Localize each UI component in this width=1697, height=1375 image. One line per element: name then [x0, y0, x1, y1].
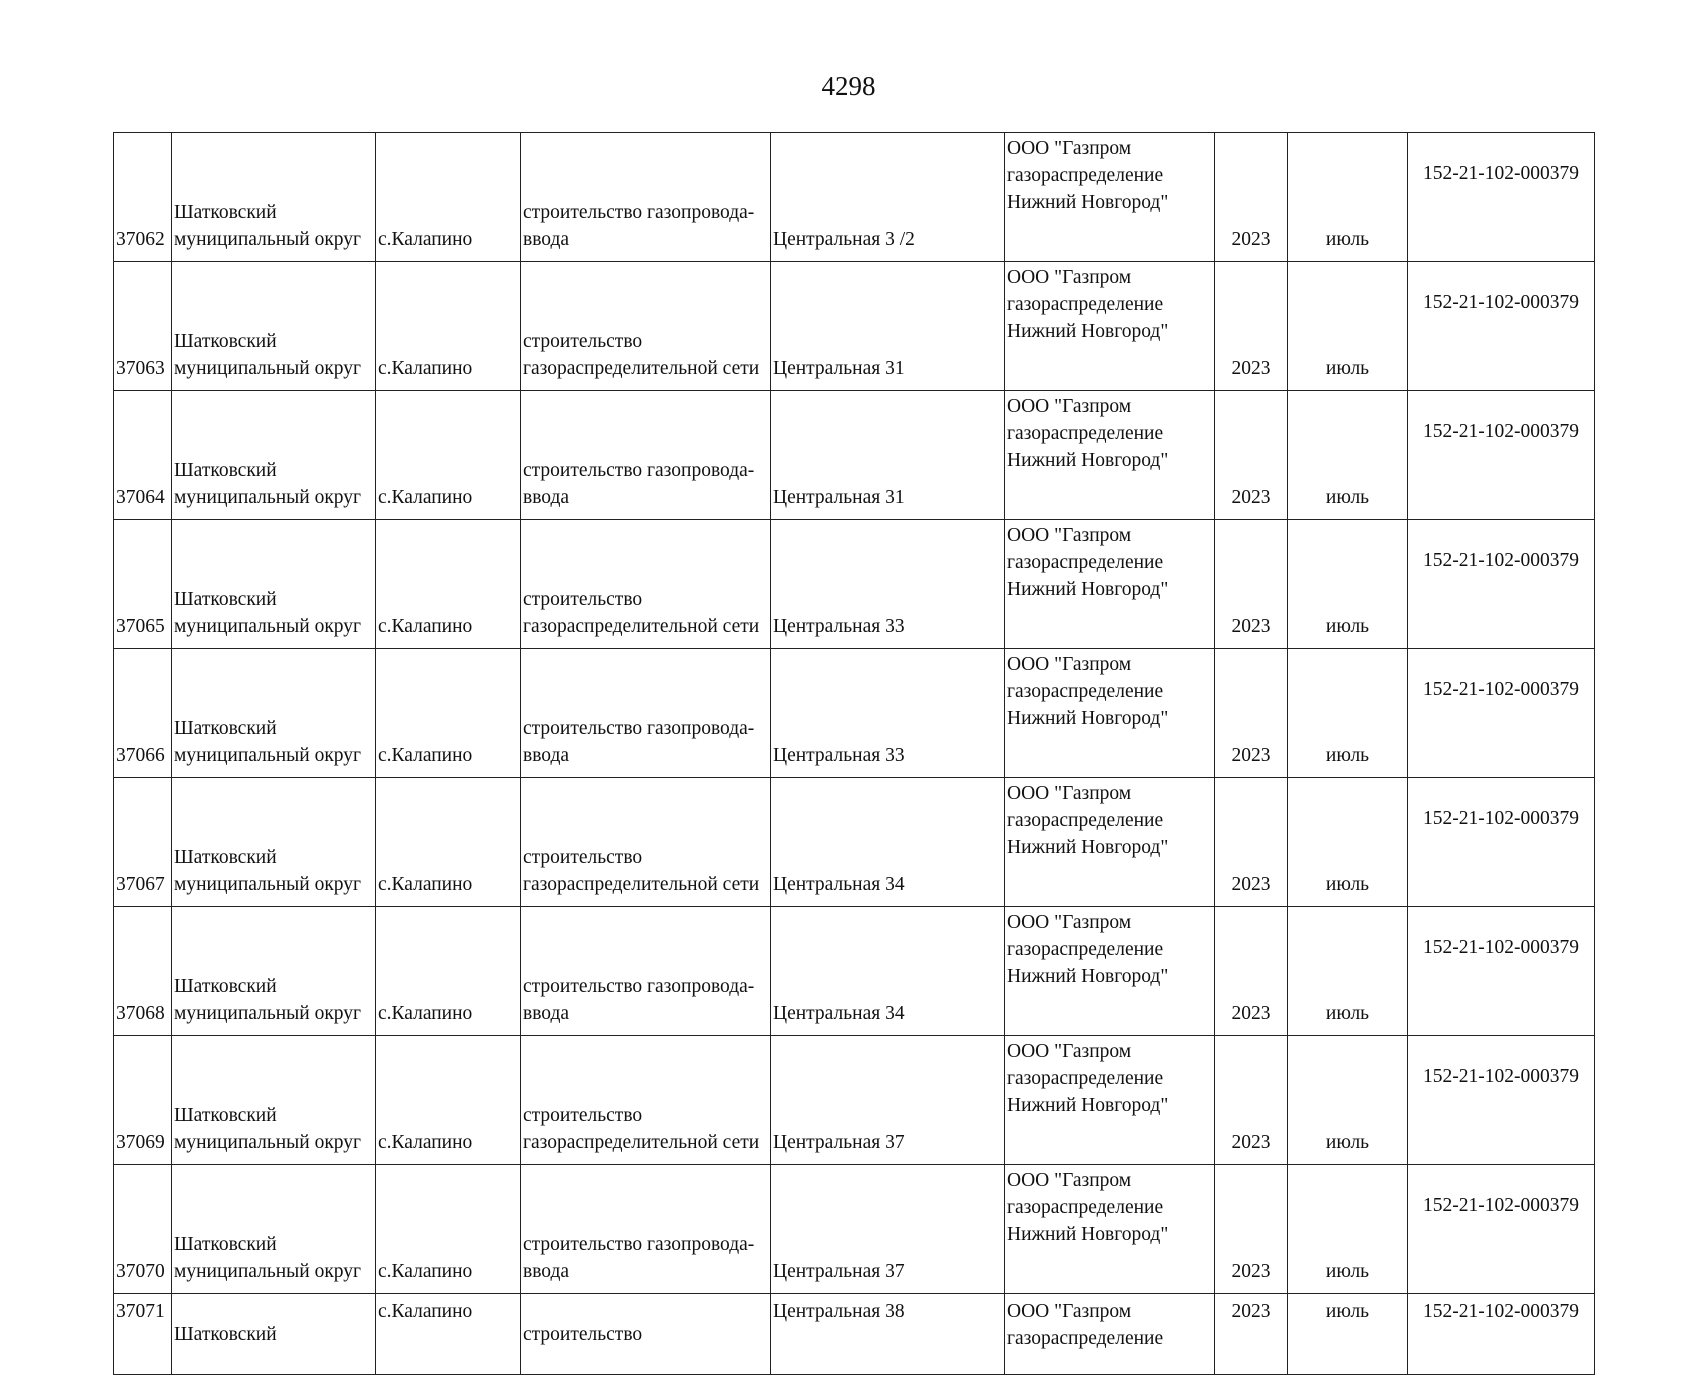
- cell-organization-line: газораспределение: [1007, 939, 1164, 960]
- registry-table: [113, 132, 1595, 1375]
- cell-work-type-line: строительство газопровода-: [523, 202, 755, 223]
- cell-number: 37062: [114, 133, 172, 262]
- cell-organization: [1005, 520, 1215, 649]
- cell-district-line: Шатковский: [174, 1324, 277, 1345]
- cell-village: с.Калапино: [376, 778, 521, 907]
- cell-organization: [1005, 1294, 1215, 1375]
- cell-work-type-line: ввода: [523, 745, 570, 766]
- cell-district: [172, 778, 376, 907]
- cell-organization-line: ООО "Газпром: [1007, 783, 1132, 804]
- cell-work-type-line: строительство газопровода-: [523, 460, 755, 481]
- cell-district-line: муниципальный округ: [174, 487, 362, 508]
- cell-code: 152-21-102-000379: [1408, 778, 1595, 907]
- cell-organization-line: ООО "Газпром: [1007, 1301, 1132, 1322]
- registry-body: [114, 133, 1595, 1375]
- cell-organization-line: ООО "Газпром: [1007, 138, 1132, 159]
- cell-work-type-line: строительство: [523, 847, 643, 868]
- cell-district-line: муниципальный округ: [174, 1132, 362, 1153]
- cell-organization-line: Нижний Новгород": [1007, 708, 1169, 729]
- cell-organization-line: Нижний Новгород": [1007, 1224, 1169, 1245]
- cell-organization-line: газораспределение: [1007, 552, 1164, 573]
- cell-number: 37068: [114, 907, 172, 1036]
- cell-work-type-line: строительство: [523, 331, 643, 352]
- cell-number: 37069: [114, 1036, 172, 1165]
- cell-work-type-line: строительство газопровода-: [523, 1234, 755, 1255]
- cell-organization: [1005, 133, 1215, 262]
- cell-year: 2023: [1215, 1165, 1288, 1294]
- cell-code: 152-21-102-000379: [1408, 1294, 1595, 1375]
- cell-number: 37066: [114, 649, 172, 778]
- cell-month: июль: [1288, 649, 1408, 778]
- cell-code: 152-21-102-000379: [1408, 391, 1595, 520]
- cell-work-type: [521, 1165, 771, 1294]
- cell-code: 152-21-102-000379: [1408, 520, 1595, 649]
- cell-work-type: [521, 1036, 771, 1165]
- cell-code: 152-21-102-000379: [1408, 1165, 1595, 1294]
- cell-district-line: Шатковский: [174, 718, 277, 739]
- cell-district-line: Шатковский: [174, 460, 277, 481]
- cell-district-line: муниципальный округ: [174, 616, 362, 637]
- cell-month: июль: [1288, 907, 1408, 1036]
- cell-organization-line: Нижний Новгород": [1007, 579, 1169, 600]
- cell-number: 37067: [114, 778, 172, 907]
- cell-work-type-line: ввода: [523, 1261, 570, 1282]
- cell-village: с.Калапино: [376, 262, 521, 391]
- cell-organization-line: Нижний Новгород": [1007, 837, 1169, 858]
- cell-organization-line: газораспределение: [1007, 1328, 1164, 1349]
- cell-work-type: [521, 907, 771, 1036]
- cell-year: 2023: [1215, 907, 1288, 1036]
- cell-year: 2023: [1215, 1294, 1288, 1375]
- table-row: [114, 649, 1595, 778]
- cell-work-type: [521, 391, 771, 520]
- table-row: [114, 907, 1595, 1036]
- cell-work-type-line: строительство: [523, 1324, 643, 1345]
- cell-organization-line: ООО "Газпром: [1007, 525, 1132, 546]
- cell-year: 2023: [1215, 1036, 1288, 1165]
- cell-month: июль: [1288, 262, 1408, 391]
- cell-organization: [1005, 1036, 1215, 1165]
- cell-address: Центральная 31: [771, 391, 1005, 520]
- cell-month: июль: [1288, 1165, 1408, 1294]
- cell-address: Центральная 38: [771, 1294, 1005, 1375]
- cell-organization-line: Нижний Новгород": [1007, 192, 1169, 213]
- table-row: [114, 262, 1595, 391]
- cell-work-type-line: ввода: [523, 229, 570, 250]
- cell-village: с.Калапино: [376, 649, 521, 778]
- cell-organization-line: ООО "Газпром: [1007, 1041, 1132, 1062]
- cell-code: 152-21-102-000379: [1408, 907, 1595, 1036]
- cell-village: с.Калапино: [376, 520, 521, 649]
- cell-village: с.Калапино: [376, 1036, 521, 1165]
- cell-district-line: муниципальный округ: [174, 1261, 362, 1282]
- cell-work-type-line: газораспределительной сети: [523, 616, 760, 637]
- cell-code: 152-21-102-000379: [1408, 1036, 1595, 1165]
- cell-organization-line: Нижний Новгород": [1007, 1095, 1169, 1116]
- cell-month: июль: [1288, 391, 1408, 520]
- cell-work-type: [521, 649, 771, 778]
- table-row: [114, 1036, 1595, 1165]
- cell-number: 37071: [114, 1294, 172, 1375]
- cell-organization-line: ООО "Газпром: [1007, 396, 1132, 417]
- cell-year: 2023: [1215, 520, 1288, 649]
- cell-work-type-line: газораспределительной сети: [523, 358, 760, 379]
- cell-month: июль: [1288, 520, 1408, 649]
- cell-district: [172, 649, 376, 778]
- cell-organization: [1005, 907, 1215, 1036]
- cell-month: июль: [1288, 1036, 1408, 1165]
- cell-organization-line: Нижний Новгород": [1007, 966, 1169, 987]
- cell-district: [172, 391, 376, 520]
- cell-address: Центральная 34: [771, 907, 1005, 1036]
- cell-code: 152-21-102-000379: [1408, 133, 1595, 262]
- cell-organization-line: Нижний Новгород": [1007, 450, 1169, 471]
- cell-work-type-line: строительство: [523, 589, 643, 610]
- cell-village: с.Калапино: [376, 391, 521, 520]
- table-row: [114, 1165, 1595, 1294]
- cell-number: 37063: [114, 262, 172, 391]
- cell-district-line: муниципальный округ: [174, 229, 362, 250]
- cell-address: Центральная 34: [771, 778, 1005, 907]
- cell-work-type: [521, 1294, 771, 1375]
- cell-address: Центральная 31: [771, 262, 1005, 391]
- cell-work-type-line: строительство газопровода-: [523, 976, 755, 997]
- cell-address: Центральная 37: [771, 1165, 1005, 1294]
- cell-village: с.Калапино: [376, 133, 521, 262]
- cell-organization: [1005, 391, 1215, 520]
- cell-year: 2023: [1215, 778, 1288, 907]
- cell-organization-line: газораспределение: [1007, 294, 1164, 315]
- cell-organization: [1005, 649, 1215, 778]
- cell-number: 37070: [114, 1165, 172, 1294]
- cell-organization-line: газораспределение: [1007, 810, 1164, 831]
- cell-work-type: [521, 262, 771, 391]
- cell-work-type-line: ввода: [523, 487, 570, 508]
- cell-district: [172, 1036, 376, 1165]
- cell-work-type-line: газораспределительной сети: [523, 1132, 760, 1153]
- cell-year: 2023: [1215, 649, 1288, 778]
- cell-work-type-line: строительство: [523, 1105, 643, 1126]
- cell-year: 2023: [1215, 133, 1288, 262]
- cell-organization: [1005, 262, 1215, 391]
- cell-village: с.Калапино: [376, 1294, 521, 1375]
- cell-address: Центральная 33: [771, 649, 1005, 778]
- cell-organization-line: газораспределение: [1007, 423, 1164, 444]
- cell-district: [172, 1294, 376, 1375]
- cell-work-type-line: ввода: [523, 1003, 570, 1024]
- cell-organization-line: Нижний Новгород": [1007, 321, 1169, 342]
- cell-year: 2023: [1215, 391, 1288, 520]
- cell-district: [172, 262, 376, 391]
- page-number: 4298: [821, 71, 876, 101]
- cell-district-line: муниципальный округ: [174, 874, 362, 895]
- cell-district: [172, 907, 376, 1036]
- cell-work-type-line: газораспределительной сети: [523, 874, 760, 895]
- cell-work-type-line: строительство газопровода-: [523, 718, 755, 739]
- cell-code: 152-21-102-000379: [1408, 262, 1595, 391]
- cell-organization-line: ООО "Газпром: [1007, 1170, 1132, 1191]
- cell-organization: [1005, 1165, 1215, 1294]
- cell-district-line: Шатковский: [174, 1234, 277, 1255]
- cell-organization: [1005, 778, 1215, 907]
- cell-organization-line: газораспределение: [1007, 1197, 1164, 1218]
- cell-organization-line: ООО "Газпром: [1007, 912, 1132, 933]
- table-row: [114, 133, 1595, 262]
- cell-district: [172, 1165, 376, 1294]
- cell-district: [172, 133, 376, 262]
- cell-district-line: Шатковский: [174, 331, 277, 352]
- cell-code: 152-21-102-000379: [1408, 649, 1595, 778]
- cell-work-type: [521, 520, 771, 649]
- table-row-partial: [114, 1294, 1595, 1375]
- cell-number: 37065: [114, 520, 172, 649]
- cell-year: 2023: [1215, 262, 1288, 391]
- cell-district-line: муниципальный округ: [174, 1003, 362, 1024]
- cell-district-line: Шатковский: [174, 589, 277, 610]
- cell-organization-line: газораспределение: [1007, 165, 1164, 186]
- cell-month: июль: [1288, 1294, 1408, 1375]
- cell-village: с.Калапино: [376, 907, 521, 1036]
- cell-organization-line: ООО "Газпром: [1007, 267, 1132, 288]
- cell-district-line: Шатковский: [174, 976, 277, 997]
- cell-address: Центральная 37: [771, 1036, 1005, 1165]
- cell-district: [172, 520, 376, 649]
- cell-address: Центральная 3 /2: [771, 133, 1005, 262]
- table-row: [114, 520, 1595, 649]
- cell-organization-line: газораспределение: [1007, 681, 1164, 702]
- cell-district-line: Шатковский: [174, 202, 277, 223]
- table-row: [114, 391, 1595, 520]
- cell-work-type: [521, 133, 771, 262]
- cell-number: 37064: [114, 391, 172, 520]
- cell-district-line: муниципальный округ: [174, 358, 362, 379]
- cell-district-line: Шатковский: [174, 1105, 277, 1126]
- cell-district-line: муниципальный округ: [174, 745, 362, 766]
- table-row: [114, 778, 1595, 907]
- cell-district-line: Шатковский: [174, 847, 277, 868]
- cell-organization-line: ООО "Газпром: [1007, 654, 1132, 675]
- cell-address: Центральная 33: [771, 520, 1005, 649]
- cell-work-type: [521, 778, 771, 907]
- cell-month: июль: [1288, 133, 1408, 262]
- cell-organization-line: газораспределение: [1007, 1068, 1164, 1089]
- cell-village: с.Калапино: [376, 1165, 521, 1294]
- cell-month: июль: [1288, 778, 1408, 907]
